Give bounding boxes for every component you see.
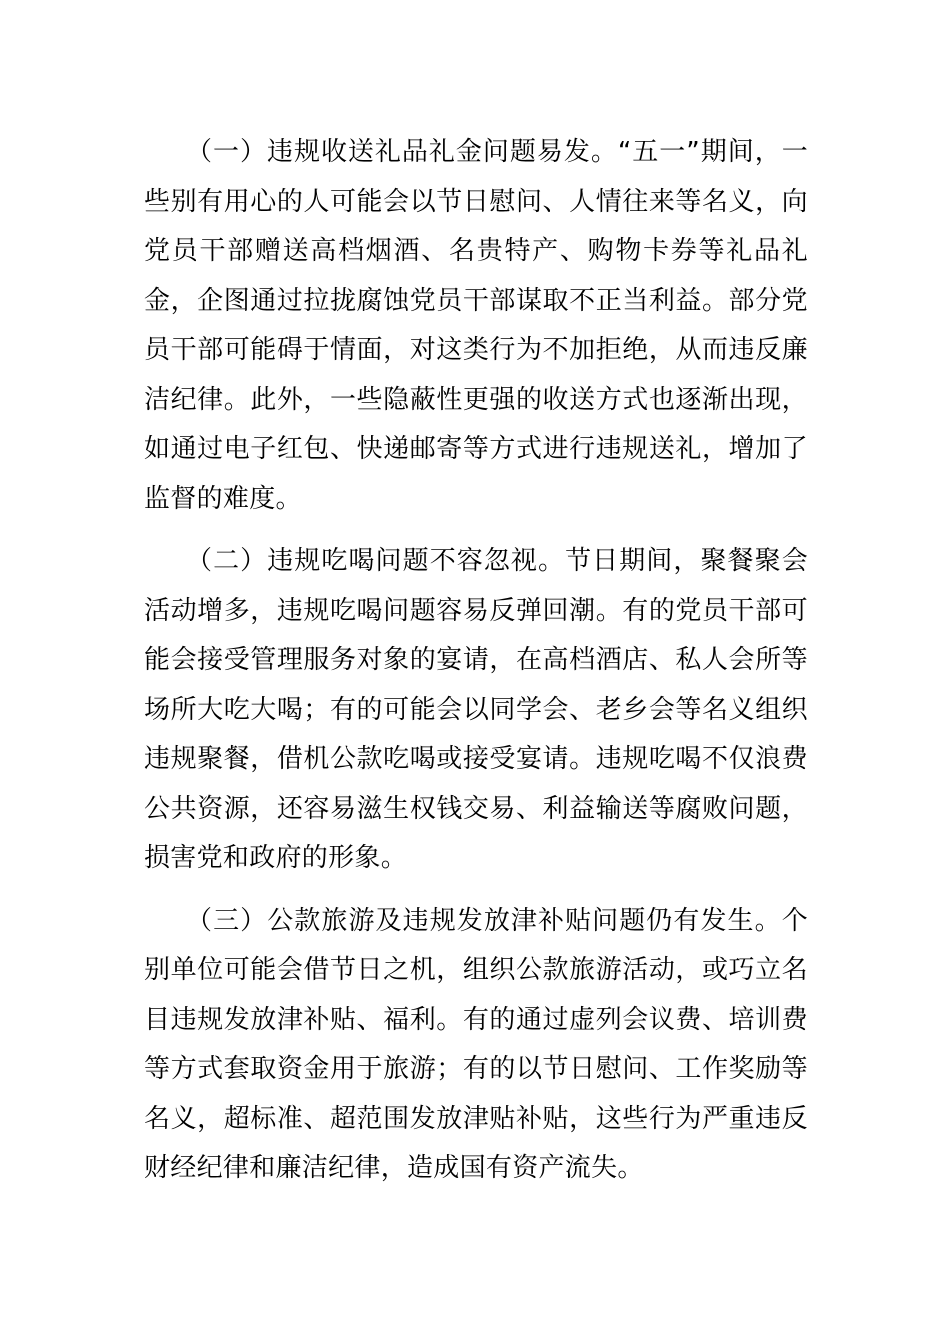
document-body — [144, 128, 808, 1207]
paragraph-travel-allowance: （三）公款旅游及违规发放津补贴问题仍有发生。个别单位可能会借节日之机，组织公款旅游活动，或巧立名目违规发放津补贴、福利。有的通过虚列会议费、培训费等方式套取资金用于旅游；有的以节日慰问、工作奖励等名义，超标准、超范围发放津贴补贴，这些行为严重违反财经纪律和廉洁纪律，造成国有资产流失。 — [144, 905, 808, 1183]
paragraph-gifts: （一）违规收送礼品礼金问题易发。“五一”期间，一些别有用心的人可能会以节日慰问、人情往来等名义，向党员干部赠送高档烟酒、名贵特产、购物卡券等礼品礼金，企图通过拉拢腐蚀党员干部谋取不正当利益。部分党员干部可能碍于情面，对这类行为不加拒绝，从而违反廉洁纪律。此外，一些隐蔽性更强的收送方式也逐渐出现，如通过电子红包、快递邮寄等方式进行违规送礼，增加了监督的难度。 — [144, 137, 808, 514]
paragraph-dining: （二）违规吃喝问题不容忽视。节日期间，聚餐聚会活动增多，违规吃喝问题容易反弹回潮。有的党员干部可能会接受管理服务对象的宴请，在高档酒店、私人会所等场所大吃大喝；有的可能会以同学会、老乡会等名义组织违规聚餐，借机公款吃喝或接受宴请。违规吃喝不仅浪费公共资源，还容易滋生权钱交易、利益输送等腐败问题，损害党和政府的形象。 — [144, 546, 808, 873]
